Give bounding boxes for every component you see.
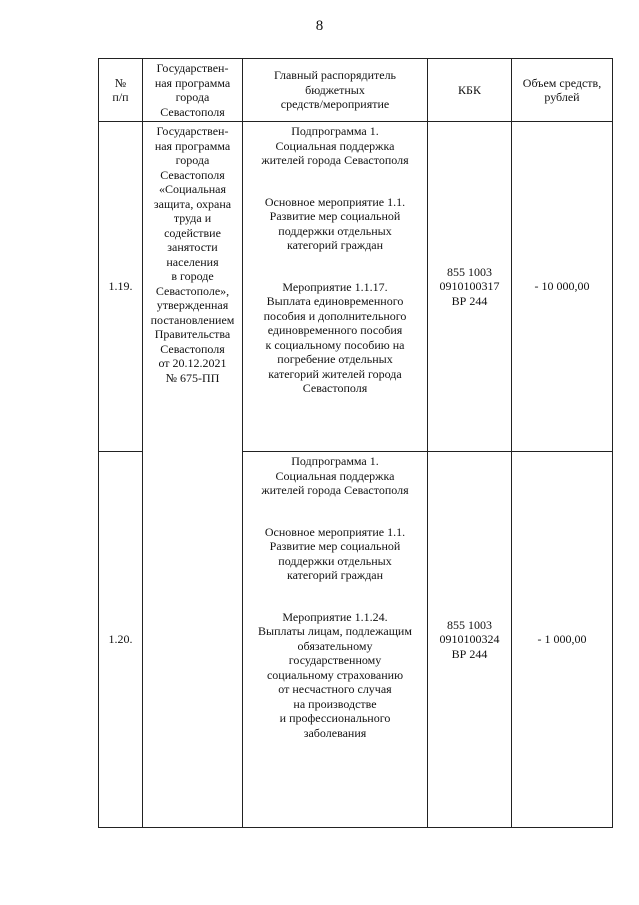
amount-cell: - 10 000,00 [512,122,613,452]
subprogram-text: Подпрограмма 1. Социальная поддержка жителей города Севастополя [261,454,409,497]
amount-cell: - 1 000,00 [512,452,613,828]
page-number: 8 [315,18,324,34]
budget-table [98,58,613,828]
table-header-row [99,59,613,122]
header-kbk: КБК [428,59,512,122]
table-row [99,122,613,452]
event-text: Мероприятие 1.1.17. Выплата единовременного пособия и дополнительного единовременного пособия к социальному пособию на погребение отдельных категорий жителей города Севастополя [263,279,407,395]
main-event-text: Основное мероприятие 1.1. Развитие мер социальной поддержки отдельных категорий граждан [264,194,406,252]
header-program: Государствен- ная программа города Севастополя [143,59,243,122]
header-amount: Объем средств, рублей [512,59,613,122]
event-text: Мероприятие 1.1.24. Выплаты лицам, подлежащим обязательному государственному социальному страхованию от несчастного случая на производстве и профессионального заболевания [258,609,412,740]
kbk-cell: 855 1003 0910100317 ВР 244 [428,122,512,452]
program-name-cell: Государствен- ная программа города Севастополя «Социальная защита, охрана труда и содействие занятости населения в городе Севастополе», утвержденная постановлением Правительства Севастополя от 20.12.2021 № 675-ПП [143,122,243,828]
row-number: 1.19. [99,122,143,452]
event-cell [243,122,428,452]
header-manager-event: Главный распорядитель бюджетных средств/мероприятие [243,59,428,122]
event-cell [243,452,428,828]
row-number: 1.20. [99,452,143,828]
kbk-cell: 855 1003 0910100324 ВР 244 [428,452,512,828]
main-event-text: Основное мероприятие 1.1. Развитие мер социальной поддержки отдельных категорий граждан [264,524,406,582]
header-number: № п/п [99,59,143,122]
subprogram-text: Подпрограмма 1. Социальная поддержка жителей города Севастополя [261,124,409,167]
